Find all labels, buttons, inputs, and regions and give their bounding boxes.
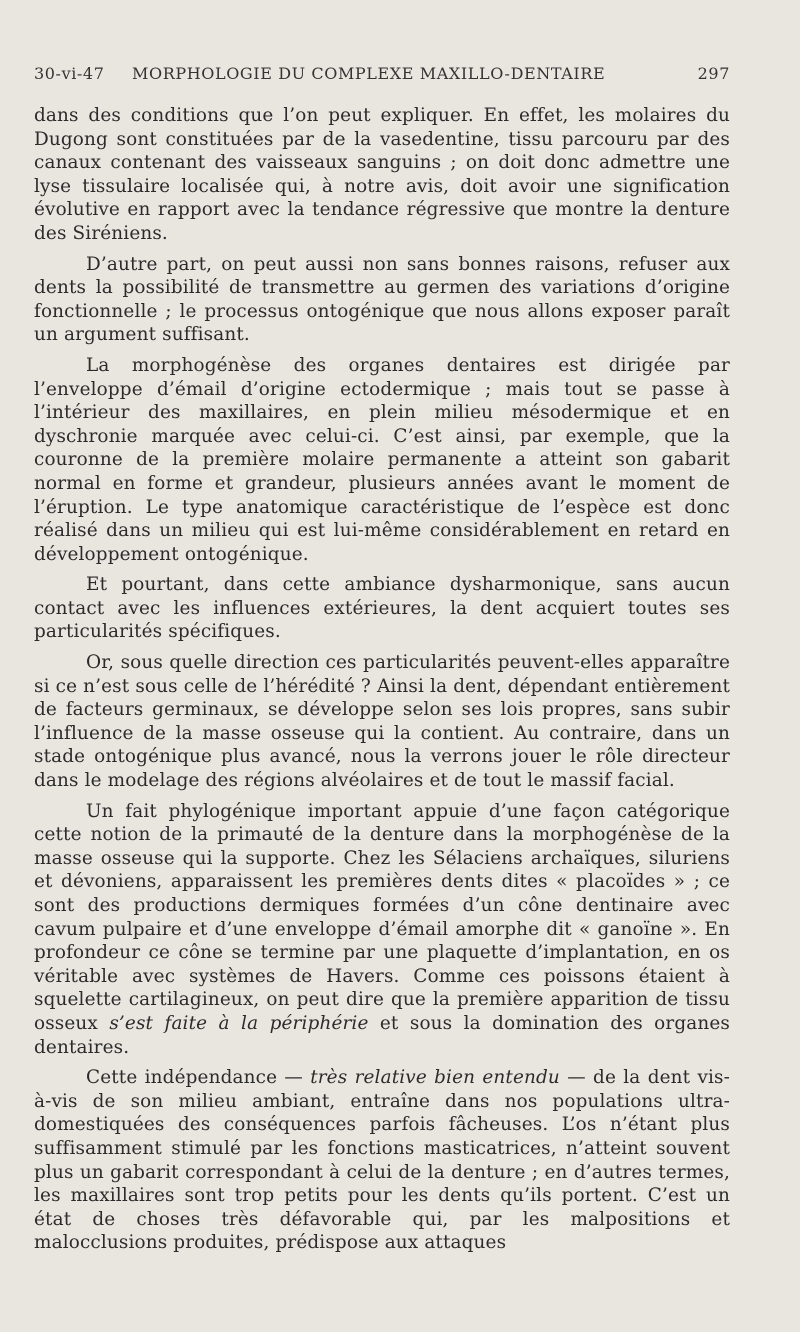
paragraph-5: Or, sous quelle direction ces particularités peuvent-elles apparaître si ce n’est sous celle de l’hérédité ? Ainsi la dent, dépendant entièrement de facteurs germinaux, se développe selon ses lois propres, sans subir l’influence de la masse osseuse qui la contient. Au contraire, dans un stade ontogénique plus avancé, nous la verrons jouer le rôle directeur dans le modelage des régions alvéolaires et de tout le massif facial. [34,652,730,792]
paragraph-2: D’autre part, on peut aussi non sans bonnes raisons, refuser aux dents la possibilité de transmettre au germen des variations d’origine fonctionnelle ; le processus ontogénique que nous allons exposer paraît un argument suffisant. [34,253,730,346]
running-head [34,64,730,86]
page-number: 297 [697,64,730,83]
paragraph-6-text: Un fait phylogénique important appuie d’une façon catégorique cette notion de la primauté de la denture dans la morphogénèse de la masse osseuse qui la supporte. Chez les Sélaciens archaïques, siluriens et dévoniens, apparaissent les premières dents dites « placoïdes » ; ce sont des productions dermiques formées d’un cône dentinaire avec cavum pulpaire et d’une enveloppe d’émail amorphe dit « ganoïne ». En profondeur ce cône se termine par une plaquette d’implantation, en os véritable avec systèmes de Havers. Comme ces poissons étaient à squelette cartilagineux, on peut dire que la première apparition de tissu osseux [34,800,730,1034]
paragraph-7-text: Cette indépendance — [86,1067,311,1089]
paragraph-6-italic: s’est faite à la périphérie [109,1012,369,1034]
paragraph-1: dans des conditions que l’on peut expliquer. En effet, les molaires du Dugong sont constituées par de la vasedentine, tissu parcouru par des canaux contenant des vaisseaux sanguins ; on doit donc admettre une lyse tissulaire localisée qui, à notre avis, doit avoir une signification évolutive en rapport avec la tendance régressive que montre la denture des Siréniens. [34,105,730,244]
header-title: MORPHOLOGIE DU COMPLEXE MAXILLO-DENTAIRE [132,64,606,83]
paragraph-6 [34,800,730,1060]
paragraph-4: Et pourtant, dans cette ambiance dysharmonique, sans aucun contact avec les influences extérieures, la dent acquiert toutes ses particularités spécifiques. [34,574,730,643]
paragraph-3: La morphogénèse des organes dentaires est dirigée par l’enveloppe d’émail d’origine ectodermique ; mais tout se passe à l’intérieur des maxillaires, en plein milieu mésodermique et en dyschronie marquée avec celui-ci. C’est ainsi, par exemple, que la couronne de la première molaire permanente a atteint son gabarit normal en forme et grandeur, plusieurs années avant le moment de l’éruption. Le type anatomique caractéristique de l’espèce est donc réalisé dans un milieu qui est lui-même considérablement en retard en développement ontogénique. [34,354,730,565]
paragraph-7-italic: très relative bien entendu [310,1067,560,1089]
header-date: 30-vi-47 [34,64,105,83]
paragraph-7 [34,1066,730,1255]
paragraph-6-text-end: et sous la domination des organes dentaires. [34,1012,730,1058]
paragraph-7-text-end: — de la dent vis-à-vis de son milieu ambiant, entraîne dans nos populations ultra-domestiquées des conséquences parfois fâcheuses. L’os n’étant plus suffisamment stimulé par les fonctions masticatrices, n’atteint souvent plus un gabarit correspondant à celui de la denture ; en d’autres termes, les maxillaires sont trop petits pour les dents qu’ils portent. C’est un état de choses très défavorable qui, par les malpositions et malocclusions produites, prédispose aux attaques [34,1067,730,1254]
body-text [34,104,730,1255]
